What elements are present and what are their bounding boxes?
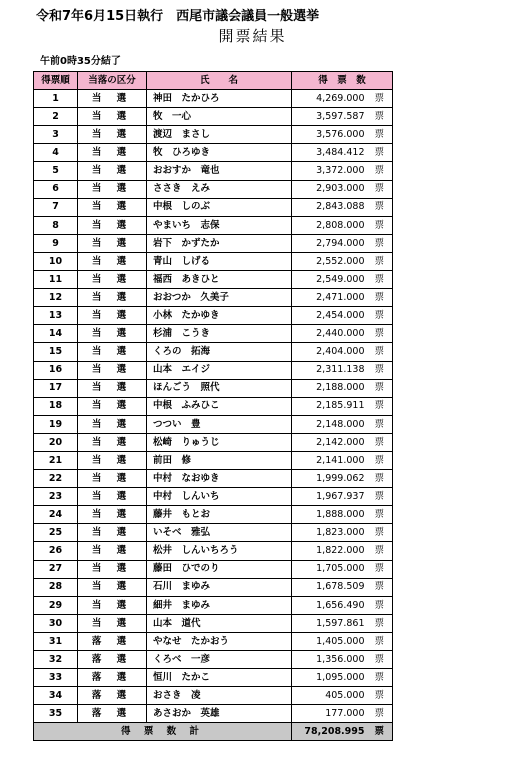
votes-cell: 1,822.000 [292,542,367,560]
table-row [34,560,393,578]
votes-unit-cell: 票 [367,506,393,524]
votes-unit-cell: 票 [367,126,393,144]
table-row [34,234,393,252]
table-row [34,687,393,705]
votes-unit-cell: 票 [367,488,393,506]
votes-unit-cell: 票 [367,361,393,379]
votes-cell: 2,311.138 [292,361,367,379]
rank-cell: 3 [34,126,78,144]
candidate-name-cell: 中根 しのぶ [147,198,292,216]
table-row [34,325,393,343]
status-cell: 当 選 [78,325,147,343]
votes-cell: 3,372.000 [292,162,367,180]
table-row [34,488,393,506]
table-row [34,506,393,524]
votes-unit-cell: 票 [367,614,393,632]
votes-cell: 2,903.000 [292,180,367,198]
rank-cell: 12 [34,289,78,307]
votes-cell: 3,576.000 [292,126,367,144]
votes-cell: 1,999.062 [292,470,367,488]
votes-cell: 1,597.861 [292,614,367,632]
total-votes: 78,208.995 [292,723,367,741]
rank-cell: 8 [34,216,78,234]
candidate-name-cell: 恒川 たかこ [147,669,292,687]
votes-unit-cell: 票 [367,560,393,578]
rank-cell: 27 [34,560,78,578]
votes-cell: 3,597.587 [292,108,367,126]
votes-cell: 2,440.000 [292,325,367,343]
votes-cell: 2,808.000 [292,216,367,234]
rank-cell: 29 [34,596,78,614]
candidate-name-cell: 渡辺 まさし [147,126,292,144]
candidate-name-cell: おおすか 竜也 [147,162,292,180]
rank-cell: 23 [34,488,78,506]
status-cell: 当 選 [78,433,147,451]
rank-cell: 20 [34,433,78,451]
table-row [34,144,393,162]
votes-unit-cell: 票 [367,144,393,162]
table-row [34,180,393,198]
status-cell: 当 選 [78,126,147,144]
votes-cell: 2,843.088 [292,198,367,216]
votes-unit-cell: 票 [367,289,393,307]
status-cell: 当 選 [78,90,147,108]
votes-unit-cell: 票 [367,596,393,614]
votes-cell: 2,141.000 [292,451,367,469]
candidate-name-cell: 松崎 りゅうじ [147,433,292,451]
status-cell: 当 選 [78,578,147,596]
rank-cell: 14 [34,325,78,343]
rank-cell: 9 [34,234,78,252]
status-cell: 当 選 [78,560,147,578]
candidate-name-cell: 神田 たかひろ [147,90,292,108]
votes-unit-cell: 票 [367,379,393,397]
votes-unit-cell: 票 [367,198,393,216]
status-cell: 当 選 [78,470,147,488]
rank-cell: 11 [34,271,78,289]
candidate-name-cell: 細井 まゆみ [147,596,292,614]
candidate-name-cell: やなせ たかおう [147,632,292,650]
table-row [34,289,393,307]
votes-unit-cell: 票 [367,451,393,469]
total-label: 得 票 数 計 [34,723,292,741]
votes-cell: 2,794.000 [292,234,367,252]
status-cell: 当 選 [78,343,147,361]
table-row [34,614,393,632]
rank-cell: 7 [34,198,78,216]
rank-cell: 32 [34,651,78,669]
rank-cell: 2 [34,108,78,126]
rank-cell: 10 [34,252,78,270]
status-cell: 落 選 [78,669,147,687]
candidate-name-cell: 青山 しげる [147,252,292,270]
status-cell: 落 選 [78,687,147,705]
status-cell: 当 選 [78,162,147,180]
total-row [34,723,393,741]
table-row [34,651,393,669]
votes-unit-cell: 票 [367,90,393,108]
status-cell: 落 選 [78,705,147,723]
status-cell: 当 選 [78,271,147,289]
votes-cell: 2,404.000 [292,343,367,361]
results-heading: 開票結果 [218,27,287,45]
candidate-name-cell: ささき えみ [147,180,292,198]
header-status: 当落の区分 [78,72,147,90]
votes-cell: 2,185.911 [292,397,367,415]
votes-cell: 177.000 [292,705,367,723]
candidate-name-cell: 山本 エイジ [147,361,292,379]
status-cell: 当 選 [78,108,147,126]
table-row [34,705,393,723]
votes-unit-cell: 票 [367,470,393,488]
rank-cell: 33 [34,669,78,687]
rank-cell: 22 [34,470,78,488]
table-row [34,632,393,650]
candidate-name-cell: 岩下 かずたか [147,234,292,252]
rank-cell: 18 [34,397,78,415]
votes-unit-cell: 票 [367,669,393,687]
votes-cell: 2,148.000 [292,415,367,433]
candidate-name-cell: 小林 たかゆき [147,307,292,325]
status-cell: 当 選 [78,252,147,270]
table-row [34,669,393,687]
votes-unit-cell: 票 [367,397,393,415]
candidate-name-cell: 藤田 ひでのり [147,560,292,578]
votes-cell: 1,823.000 [292,524,367,542]
votes-unit-cell: 票 [367,252,393,270]
rank-cell: 6 [34,180,78,198]
votes-cell: 1,678.509 [292,578,367,596]
rank-cell: 19 [34,415,78,433]
table-row [34,433,393,451]
status-cell: 当 選 [78,216,147,234]
candidate-name-cell: 牧 一心 [147,108,292,126]
votes-unit-cell: 票 [367,307,393,325]
rank-cell: 1 [34,90,78,108]
status-cell: 当 選 [78,542,147,560]
status-cell: 当 選 [78,397,147,415]
table-row [34,596,393,614]
status-cell: 落 選 [78,651,147,669]
rank-cell: 15 [34,343,78,361]
rank-cell: 21 [34,451,78,469]
status-cell: 当 選 [78,488,147,506]
candidate-name-cell: 山本 道代 [147,614,292,632]
candidate-name-cell: つつい 豊 [147,415,292,433]
total-unit: 票 [367,723,393,741]
candidate-name-cell: いそべ 雅弘 [147,524,292,542]
candidate-name-cell: 福西 あきひと [147,271,292,289]
status-cell: 当 選 [78,614,147,632]
table-row [34,108,393,126]
votes-cell: 2,142.000 [292,433,367,451]
rank-cell: 31 [34,632,78,650]
votes-cell: 1,405.000 [292,632,367,650]
candidate-name-cell: 前田 修 [147,451,292,469]
candidate-name-cell: あさおか 英雄 [147,705,292,723]
votes-cell: 2,549.000 [292,271,367,289]
rank-cell: 25 [34,524,78,542]
votes-unit-cell: 票 [367,234,393,252]
table-row [34,524,393,542]
votes-cell: 1,888.000 [292,506,367,524]
status-cell: 当 選 [78,415,147,433]
votes-unit-cell: 票 [367,180,393,198]
table-row [34,90,393,108]
votes-cell: 1,356.000 [292,651,367,669]
votes-unit-cell: 票 [367,433,393,451]
votes-unit-cell: 票 [367,343,393,361]
votes-unit-cell: 票 [367,632,393,650]
candidate-name-cell: おさき 凌 [147,687,292,705]
table-row [34,216,393,234]
status-cell: 当 選 [78,144,147,162]
rank-cell: 26 [34,542,78,560]
votes-cell: 2,552.000 [292,252,367,270]
header-rank: 得票順 [34,72,78,90]
table-row [34,126,393,144]
table-row [34,379,393,397]
votes-unit-cell: 票 [367,108,393,126]
votes-unit-cell: 票 [367,216,393,234]
candidate-name-cell: ほんごう 照代 [147,379,292,397]
rank-cell: 13 [34,307,78,325]
candidate-name-cell: 中根 ふみひこ [147,397,292,415]
status-cell: 当 選 [78,506,147,524]
status-cell: 当 選 [78,451,147,469]
status-cell: 当 選 [78,379,147,397]
status-cell: 当 選 [78,307,147,325]
votes-cell: 1,967.937 [292,488,367,506]
votes-unit-cell: 票 [367,325,393,343]
table-row [34,361,393,379]
table-row [34,307,393,325]
candidate-name-cell: 中村 しんいち [147,488,292,506]
votes-cell: 1,095.000 [292,669,367,687]
candidate-name-cell: くろべ 一彦 [147,651,292,669]
status-cell: 当 選 [78,361,147,379]
votes-unit-cell: 票 [367,415,393,433]
table-row [34,451,393,469]
header-name: 氏 名 [147,72,292,90]
table-row [34,162,393,180]
election-title: 令和7年6月15日執行 西尾市議会議員一般選挙 [36,9,320,24]
votes-cell: 4,269.000 [292,90,367,108]
candidate-name-cell: 杉浦 こうき [147,325,292,343]
status-cell: 当 選 [78,180,147,198]
header-votes: 得 票 数 [292,72,393,90]
table-row [34,397,393,415]
candidate-name-cell: くろの 拓海 [147,343,292,361]
status-cell: 当 選 [78,289,147,307]
rank-cell: 5 [34,162,78,180]
votes-cell: 2,471.000 [292,289,367,307]
table-header-row [34,72,393,90]
count-finish-time: 午前0時35分結了 [40,56,121,67]
votes-cell: 405.000 [292,687,367,705]
table-row [34,415,393,433]
status-cell: 落 選 [78,632,147,650]
candidate-name-cell: 中村 なおゆき [147,470,292,488]
rank-cell: 4 [34,144,78,162]
votes-unit-cell: 票 [367,705,393,723]
table-row [34,470,393,488]
table-row [34,343,393,361]
candidate-name-cell: やまいち 志保 [147,216,292,234]
candidate-name-cell: 松井 しんいちろう [147,542,292,560]
results-body [34,90,393,723]
votes-unit-cell: 票 [367,542,393,560]
rank-cell: 34 [34,687,78,705]
votes-cell: 1,705.000 [292,560,367,578]
rank-cell: 35 [34,705,78,723]
votes-unit-cell: 票 [367,578,393,596]
rank-cell: 28 [34,578,78,596]
rank-cell: 30 [34,614,78,632]
results-table [33,71,393,741]
table-row [34,271,393,289]
candidate-name-cell: おおつか 久美子 [147,289,292,307]
votes-unit-cell: 票 [367,524,393,542]
status-cell: 当 選 [78,198,147,216]
rank-cell: 17 [34,379,78,397]
status-cell: 当 選 [78,234,147,252]
votes-cell: 2,188.000 [292,379,367,397]
status-cell: 当 選 [78,524,147,542]
table-row [34,542,393,560]
votes-cell: 1,656.490 [292,596,367,614]
votes-unit-cell: 票 [367,687,393,705]
rank-cell: 24 [34,506,78,524]
candidate-name-cell: 牧 ひろゆき [147,144,292,162]
votes-unit-cell: 票 [367,651,393,669]
status-cell: 当 選 [78,596,147,614]
candidate-name-cell: 石川 まゆみ [147,578,292,596]
table-row [34,252,393,270]
votes-cell: 3,484.412 [292,144,367,162]
votes-unit-cell: 票 [367,162,393,180]
table-row [34,578,393,596]
candidate-name-cell: 藤井 もとお [147,506,292,524]
rank-cell: 16 [34,361,78,379]
votes-cell: 2,454.000 [292,307,367,325]
votes-unit-cell: 票 [367,271,393,289]
table-row [34,198,393,216]
